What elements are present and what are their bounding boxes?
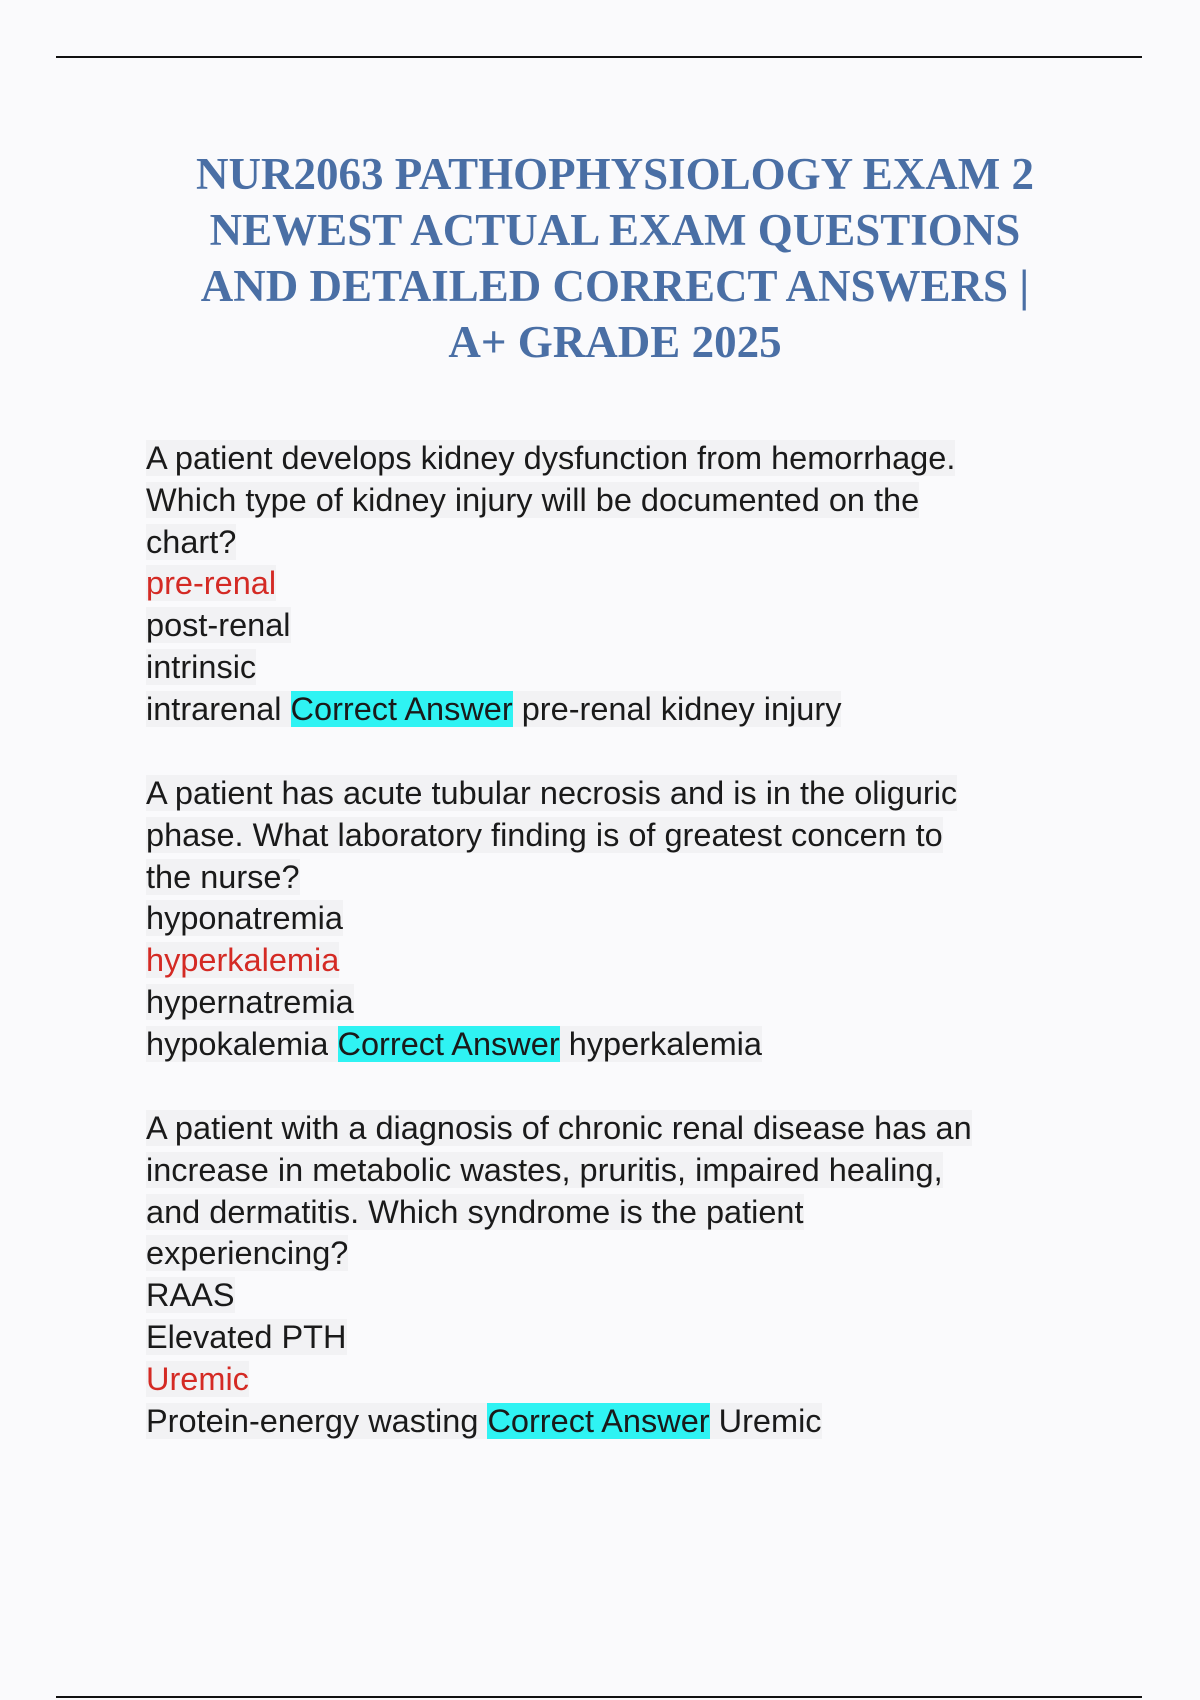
title-line: NUR2063 PATHOPHYSIOLOGY EXAM 2 [196,149,1034,199]
correct-answer-label: Correct Answer [337,1025,560,1062]
answer-option: RAAS [146,1277,235,1314]
correct-answer-text: hyperkalemia [568,1025,762,1062]
correct-answer-label: Correct Answer [487,1402,710,1439]
correct-answer-text: Uremic [718,1402,822,1439]
question-stem-line: A patient with a diagnosis of chronic renal disease has an [146,1110,972,1146]
question-stem-line: experiencing? [146,1235,349,1272]
question-block-1 [146,438,1096,731]
top-rule [56,56,1142,58]
correct-answer-label: Correct Answer [290,690,513,727]
correct-answer-text: pre-renal kidney injury [521,690,842,727]
question-stem-line: and dermatitis. Which syndrome is the patient [146,1193,804,1230]
question-stem-line: A patient develops kidney dysfunction from hemorrhage. [146,440,956,476]
title-line: AND DETAILED CORRECT ANSWERS | [200,261,1030,311]
answer-option-correct: pre-renal [146,565,277,602]
answer-option-with-key: hypokalemia Correct Answer hyperkalemia [146,1025,762,1062]
answer-option: hypernatremia [146,983,354,1020]
title-line: A+ GRADE 2025 [448,317,782,367]
answer-option: Elevated PTH [146,1318,347,1355]
page-title [130,146,1100,370]
answer-option: post-renal [146,607,291,644]
question-block-3 [146,1108,1096,1442]
question-stem-line: increase in metabolic wastes, pruritis, impaired healing, [146,1151,943,1188]
question-stem-line: the nurse? [146,858,300,895]
question-block-2 [146,773,1096,1066]
question-stem-line: A patient has acute tubular necrosis and is in the oliguric [146,775,958,811]
answer-option-correct: Uremic [146,1360,249,1397]
title-line: NEWEST ACTUAL EXAM QUESTIONS [209,205,1021,255]
question-stem-line: chart? [146,523,237,560]
question-stem-line: Which type of kidney injury will be documented on the [146,481,920,518]
answer-option-with-key: Protein-energy wasting Correct Answer Uremic [146,1402,822,1439]
answer-option-correct: hyperkalemia [146,942,340,979]
answer-option-with-key: intrarenal Correct Answer pre-renal kidney injury [146,690,842,727]
bottom-rule [56,1696,1142,1698]
answer-option: hyponatremia [146,900,343,937]
question-stem-line: phase. What laboratory finding is of greatest concern to [146,816,943,853]
answer-option: intrinsic [146,648,257,685]
